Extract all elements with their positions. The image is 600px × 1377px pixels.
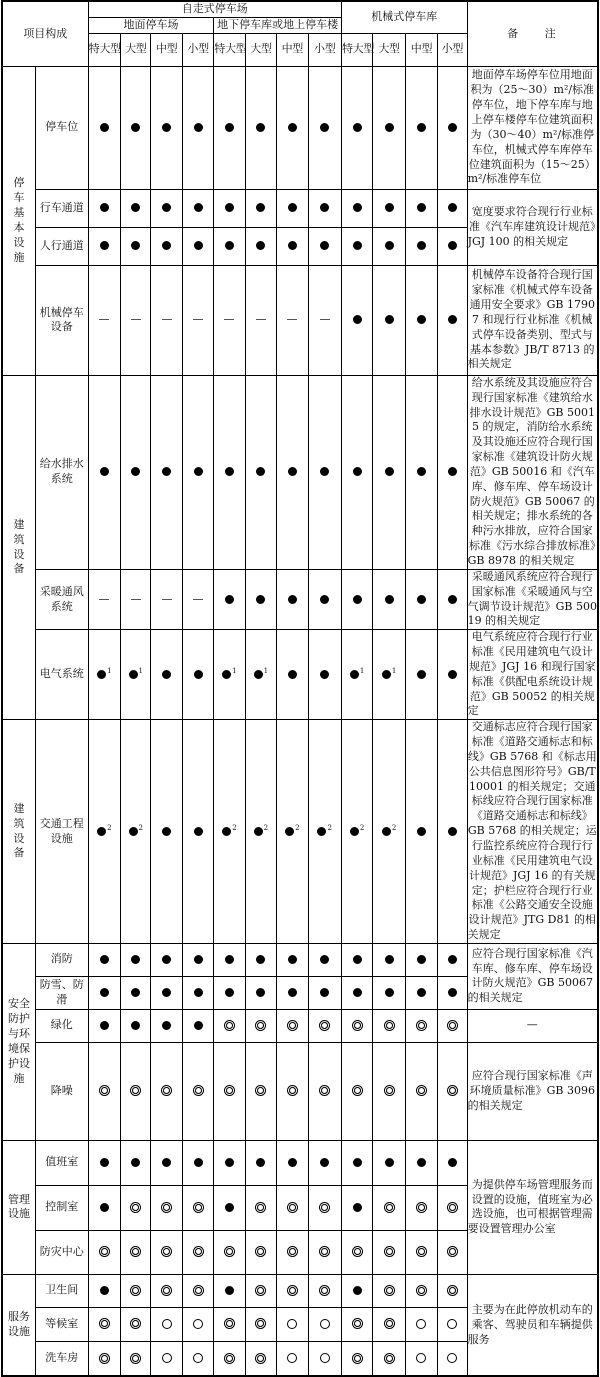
mechanical-garage-header: 机械式停车库 (341, 1, 467, 33)
size-header: 中型 (405, 33, 437, 66)
ground-parking-header: 地面停车场 (88, 17, 214, 33)
required-dot-icon (182, 66, 213, 189)
item-label: 电气系统 (35, 630, 88, 720)
required-dot-icon (245, 943, 276, 976)
not-applicable-dash-icon (121, 569, 151, 629)
optional-ring-icon (438, 1230, 467, 1274)
required-dot-icon (121, 375, 151, 569)
size-header: 特大型 (214, 33, 245, 66)
optional-ring-icon (405, 1009, 437, 1042)
required-dot-icon (341, 1140, 372, 1185)
not-applicable-dash-icon (245, 265, 276, 375)
required-dot-icon (405, 189, 437, 227)
required-dot-icon (373, 943, 405, 976)
optional-ring-icon (277, 1042, 308, 1140)
required-dot-icon (182, 720, 213, 944)
required-dot-icon (405, 375, 437, 569)
required-dot-icon (341, 189, 372, 227)
required-dot-icon (182, 1009, 213, 1042)
required-dot-icon (182, 227, 213, 265)
size-header: 中型 (151, 33, 182, 66)
required-dot-icon (214, 66, 245, 189)
required-dot-icon (308, 943, 341, 976)
table-row (2, 630, 598, 720)
table-row (2, 1140, 598, 1185)
required-dot-icon: 2 (373, 720, 405, 944)
optional-ring-icon (151, 1274, 182, 1307)
optional-ring-icon (214, 1042, 245, 1140)
optional-ring-icon (182, 1185, 213, 1230)
required-dot-icon (405, 720, 437, 944)
optional-ring-icon (121, 1274, 151, 1307)
required-dot-icon (373, 265, 405, 375)
not-applicable-dash-icon (214, 265, 245, 375)
optional-ring-icon (121, 1307, 151, 1341)
required-dot-icon (182, 943, 213, 976)
optional-ring-icon (405, 1230, 437, 1274)
required-dot-icon (373, 375, 405, 569)
required-dot-icon (277, 375, 308, 569)
optional-ring-icon (245, 1230, 276, 1274)
not-required-circle-icon (277, 1341, 308, 1376)
required-dot-icon (277, 189, 308, 227)
optional-ring-icon (277, 1009, 308, 1042)
required-dot-icon (151, 720, 182, 944)
item-label: 防灾中心 (35, 1230, 88, 1274)
not-applicable-dash-icon (151, 265, 182, 375)
item-label: 降噪 (35, 1042, 88, 1140)
optional-ring-icon (151, 1230, 182, 1274)
item-label: 值班室 (35, 1140, 88, 1185)
optional-ring-icon (182, 1274, 213, 1307)
required-dot-icon (245, 189, 276, 227)
item-label: 控制室 (35, 1185, 88, 1230)
not-applicable-dash-icon (88, 569, 120, 629)
not-required-circle-icon (308, 1307, 341, 1341)
required-dot-icon (121, 976, 151, 1009)
item-label: 消防 (35, 943, 88, 976)
item-label: 洗车房 (35, 1341, 88, 1376)
required-dot-icon (88, 375, 120, 569)
item-label: 卫生间 (35, 1274, 88, 1307)
optional-ring-icon (308, 1042, 341, 1140)
optional-ring-icon (214, 1341, 245, 1376)
optional-ring-icon (245, 1274, 276, 1307)
item-label: 交通工程设施 (35, 720, 88, 944)
required-dot-icon (151, 943, 182, 976)
remark-note: 机械停车设备符合现行国家标准《机械式停车设备通用安全要求》GB 17907 和现行行业标准《机械式停车设备类别、型式与基本参数》JB/T 8713 的相关规定 (467, 265, 598, 375)
remarks-header: 备 注 (467, 1, 598, 66)
required-dot-icon: 2 (308, 720, 341, 944)
remark-note: 交通标志应符合现行国家标准《道路交通标志和标线》GB 5768 和《标志用公共信息图形符号》GB/T 10001 的相关规定；交通标线应符合现行国家标准《道路交通标志和标线》GB 5768 的相关规定；运行监控系统应符合现行行业标准《民用建筑电气设计规范》JGJ 16 的有关规定；护栏应符合现行行业标准《公路交通安全设施设计规范》JTG D81 的相关规定 (467, 720, 598, 944)
required-dot-icon (88, 976, 120, 1009)
optional-ring-icon (245, 1042, 276, 1140)
not-applicable-dash-icon (182, 569, 213, 629)
required-dot-icon (151, 976, 182, 1009)
required-dot-icon (151, 630, 182, 720)
required-dot-icon (121, 943, 151, 976)
required-dot-icon (341, 943, 372, 976)
standards-table-page (1, 0, 599, 1377)
required-dot-icon (88, 189, 120, 227)
size-header: 小型 (438, 33, 467, 66)
table-row (2, 943, 598, 976)
size-header: 大型 (373, 33, 405, 66)
required-dot-icon (182, 976, 213, 1009)
group-label-text: 建筑设备 (13, 801, 25, 860)
required-dot-icon (438, 1140, 467, 1185)
table-row (2, 189, 598, 227)
item-label: 采暖通风系统 (35, 569, 88, 629)
required-dot-icon (373, 189, 405, 227)
required-dot-icon (277, 66, 308, 189)
required-dot-icon (151, 1140, 182, 1185)
optional-ring-icon (341, 1341, 372, 1376)
optional-ring-icon (277, 1230, 308, 1274)
required-dot-icon: 2 (214, 720, 245, 944)
remark-note: 宽度要求符合现行行业标准《汽车库建筑设计规范》JGJ 100 的相关规定 (467, 189, 598, 265)
remark-note: 主要为在此停放机动车的乘客、驾驶员和车辆提供服务 (467, 1274, 598, 1376)
optional-ring-icon (373, 1274, 405, 1307)
optional-ring-icon (88, 1042, 120, 1140)
required-dot-icon (214, 1140, 245, 1185)
optional-ring-icon (121, 1230, 151, 1274)
optional-ring-icon (438, 1274, 467, 1307)
required-dot-icon (341, 1274, 372, 1307)
required-dot-icon: 1 (373, 630, 405, 720)
optional-ring-icon (151, 1185, 182, 1230)
not-required-circle-icon (151, 1307, 182, 1341)
not-applicable-dash-icon (121, 265, 151, 375)
required-dot-icon (121, 1140, 151, 1185)
group-label (2, 720, 35, 944)
not-required-circle-icon (277, 1307, 308, 1341)
required-dot-icon (245, 976, 276, 1009)
not-applicable-dash-icon (182, 265, 213, 375)
required-dot-icon: 1 (121, 630, 151, 720)
required-dot-icon (245, 227, 276, 265)
optional-ring-icon (245, 1307, 276, 1341)
required-dot-icon (438, 720, 467, 944)
required-dot-icon (405, 1140, 437, 1185)
not-required-circle-icon (308, 1341, 341, 1376)
item-label: 机械停车设备 (35, 265, 88, 375)
required-dot-icon (373, 569, 405, 629)
required-dot-icon (405, 265, 437, 375)
optional-ring-icon (373, 1307, 405, 1341)
required-dot-icon: 2 (277, 720, 308, 944)
required-dot-icon (245, 569, 276, 629)
optional-ring-icon (405, 1274, 437, 1307)
required-dot-icon (373, 976, 405, 1009)
remark-note: 为提供停车场管理服务而设置的设施，值班室为必选设施，也可根据管理需要设置管理办公室 (467, 1140, 598, 1274)
not-required-circle-icon (438, 1307, 467, 1341)
optional-ring-icon (88, 1307, 120, 1341)
optional-ring-icon (245, 1341, 276, 1376)
group-label (2, 1140, 35, 1274)
required-dot-icon (405, 227, 437, 265)
size-header: 特大型 (341, 33, 372, 66)
optional-ring-icon (245, 1009, 276, 1042)
size-header: 小型 (308, 33, 341, 66)
not-applicable-dash-icon (88, 265, 120, 375)
required-dot-icon (277, 976, 308, 1009)
size-header: 中型 (277, 33, 308, 66)
required-dot-icon (151, 66, 182, 189)
optional-ring-icon (341, 1230, 372, 1274)
required-dot-icon (438, 265, 467, 375)
item-label: 人行通道 (35, 227, 88, 265)
required-dot-icon (438, 630, 467, 720)
required-dot-icon (438, 189, 467, 227)
required-dot-icon (88, 943, 120, 976)
underground-parking-header: 地下停车库或地上停车楼 (214, 17, 342, 33)
remark-note: 给水系统及其设施应符合现行国家标准《建筑给水排水设计规范》GB 50015 的规定，消防给水系统及其设施还应符合现行国家标准《建筑设计防火规范》GB 50016 和《汽车库、修车库、停车场设计防火规范》GB 50067 的相关规定；排水系统的各种污水排放，应符合国家标准《污水综合排放标准》GB 8978 的相关规定 (467, 375, 598, 569)
size-header: 大型 (121, 33, 151, 66)
optional-ring-icon (373, 1230, 405, 1274)
required-dot-icon (214, 1185, 245, 1230)
item-label: 防雪、防滑 (35, 976, 88, 1009)
required-dot-icon (277, 569, 308, 629)
optional-ring-icon (341, 1042, 372, 1140)
required-dot-icon (373, 66, 405, 189)
group-label-text: 安全防护与环境保护设施 (7, 997, 30, 1085)
size-header: 特大型 (88, 33, 120, 66)
optional-ring-icon (373, 1341, 405, 1376)
required-dot-icon (438, 976, 467, 1009)
required-dot-icon (121, 189, 151, 227)
required-dot-icon (341, 569, 372, 629)
optional-ring-icon (182, 1230, 213, 1274)
parking-facility-table (1, 0, 599, 1377)
required-dot-icon (438, 227, 467, 265)
optional-ring-icon (308, 1230, 341, 1274)
required-dot-icon (277, 630, 308, 720)
table-row (2, 569, 598, 629)
required-dot-icon (438, 375, 467, 569)
optional-ring-icon (341, 1009, 372, 1042)
required-dot-icon (245, 375, 276, 569)
remark-note: 电气系统应符合现行行业标准《民用建筑电气设计规范》JGJ 16 和现行国家标准《供配电系统设计规范》GB 50052 的相关规定 (467, 630, 598, 720)
optional-ring-icon (121, 1341, 151, 1376)
table-row (2, 1042, 598, 1140)
required-dot-icon (151, 1009, 182, 1042)
group-label (2, 943, 35, 1140)
not-applicable-dash-icon (308, 265, 341, 375)
required-dot-icon (214, 569, 245, 629)
required-dot-icon (341, 265, 372, 375)
required-dot-icon (88, 1140, 120, 1185)
optional-ring-icon (245, 1185, 276, 1230)
required-dot-icon: 1 (88, 630, 120, 720)
project-header: 项目构成 (2, 1, 88, 66)
table-body (2, 66, 598, 1376)
required-dot-icon: 1 (214, 630, 245, 720)
table-row (2, 375, 598, 569)
optional-ring-icon (151, 1042, 182, 1140)
required-dot-icon (88, 1274, 120, 1307)
required-dot-icon (405, 943, 437, 976)
group-label-text: 建筑设备 (13, 517, 25, 576)
optional-ring-icon (405, 1042, 437, 1140)
table-row (2, 1274, 598, 1307)
optional-ring-icon (214, 1230, 245, 1274)
required-dot-icon (245, 66, 276, 189)
required-dot-icon (121, 1009, 151, 1042)
group-label (2, 1274, 35, 1376)
required-dot-icon (277, 227, 308, 265)
required-dot-icon (308, 189, 341, 227)
required-dot-icon (88, 66, 120, 189)
not-required-circle-icon (405, 1341, 437, 1376)
required-dot-icon (308, 976, 341, 1009)
required-dot-icon (308, 1140, 341, 1185)
not-required-circle-icon (438, 1341, 467, 1376)
required-dot-icon (341, 976, 372, 1009)
optional-ring-icon (182, 1042, 213, 1140)
required-dot-icon: 1 (245, 630, 276, 720)
required-dot-icon (182, 1140, 213, 1185)
required-dot-icon (308, 66, 341, 189)
required-dot-icon (245, 1140, 276, 1185)
optional-ring-icon (438, 1185, 467, 1230)
required-dot-icon (308, 227, 341, 265)
optional-ring-icon (373, 1042, 405, 1140)
item-label: 给水排水系统 (35, 375, 88, 569)
required-dot-icon (405, 569, 437, 629)
not-required-circle-icon (405, 1307, 437, 1341)
required-dot-icon: 2 (121, 720, 151, 944)
required-dot-icon (373, 1140, 405, 1185)
optional-ring-icon (438, 1009, 467, 1042)
required-dot-icon (182, 375, 213, 569)
required-dot-icon (151, 227, 182, 265)
optional-ring-icon (214, 1307, 245, 1341)
not-required-circle-icon (182, 1307, 213, 1341)
not-required-circle-icon (151, 1341, 182, 1376)
item-label: 行车通道 (35, 189, 88, 227)
required-dot-icon (341, 375, 372, 569)
optional-ring-icon (277, 1185, 308, 1230)
optional-ring-icon (308, 1185, 341, 1230)
required-dot-icon (341, 66, 372, 189)
item-label: 绿化 (35, 1009, 88, 1042)
required-dot-icon (88, 1185, 120, 1230)
required-dot-icon (88, 1009, 120, 1042)
remark-note: 地面停车场停车位用地面积为（25～30）m²/标准停车位，地下停车库与地上停车楼停车位建筑面积为（30～40）m²/标准停车位，机械式停车库停车位建筑面积为（15～25）m²/标准停车位 (467, 66, 598, 189)
group-label (2, 66, 35, 375)
required-dot-icon (214, 976, 245, 1009)
required-dot-icon (438, 943, 467, 976)
required-dot-icon (308, 569, 341, 629)
size-header: 大型 (245, 33, 276, 66)
group-label-text: 服务设施 (7, 1310, 30, 1339)
required-dot-icon (88, 227, 120, 265)
required-dot-icon (151, 189, 182, 227)
required-dot-icon (277, 943, 308, 976)
required-dot-icon (214, 375, 245, 569)
remark-note: 应符合现行国家标准《汽车库、修车库、停车场设计防火规范》GB 50067 的相关规定 (467, 943, 598, 1009)
required-dot-icon (121, 66, 151, 189)
required-dot-icon (214, 189, 245, 227)
optional-ring-icon (214, 1009, 245, 1042)
required-dot-icon (405, 66, 437, 189)
required-dot-icon (121, 227, 151, 265)
size-header: 小型 (182, 33, 213, 66)
not-applicable-dash-icon (151, 569, 182, 629)
table-row (2, 265, 598, 375)
item-label: 等候室 (35, 1307, 88, 1341)
remark-note: 采暖通风系统应符合现行国家标准《采暖通风与空气调节设计规范》GB 50019 的相关规定 (467, 569, 598, 629)
optional-ring-icon (308, 1274, 341, 1307)
required-dot-icon (308, 375, 341, 569)
group-label (2, 375, 35, 719)
remark-note: 应符合现行国家标准《声环境质量标准》GB 3096 的相关规定 (467, 1042, 598, 1140)
required-dot-icon (405, 976, 437, 1009)
required-dot-icon: 1 (341, 630, 372, 720)
optional-ring-icon (88, 1230, 120, 1274)
optional-ring-icon (438, 1042, 467, 1140)
optional-ring-icon (373, 1185, 405, 1230)
required-dot-icon (182, 630, 213, 720)
table-row (2, 66, 598, 189)
table-row (2, 720, 598, 944)
optional-ring-icon (121, 1185, 151, 1230)
optional-ring-icon (373, 1009, 405, 1042)
optional-ring-icon (341, 1307, 372, 1341)
required-dot-icon: 2 (341, 720, 372, 944)
optional-ring-icon (121, 1042, 151, 1140)
required-dot-icon: 2 (88, 720, 120, 944)
required-dot-icon (214, 227, 245, 265)
table-row (2, 1009, 598, 1042)
required-dot-icon (308, 630, 341, 720)
not-required-circle-icon (182, 1341, 213, 1376)
required-dot-icon (341, 1185, 372, 1230)
required-dot-icon: 2 (245, 720, 276, 944)
required-dot-icon (182, 189, 213, 227)
required-dot-icon (277, 1140, 308, 1185)
optional-ring-icon (88, 1341, 120, 1376)
group-label-text: 停车基本设施 (13, 176, 25, 264)
required-dot-icon (373, 227, 405, 265)
optional-ring-icon (308, 1009, 341, 1042)
required-dot-icon (214, 943, 245, 976)
required-dot-icon (341, 227, 372, 265)
optional-ring-icon (277, 1274, 308, 1307)
header-row-1 (2, 1, 598, 17)
required-dot-icon (151, 375, 182, 569)
required-dot-icon (405, 630, 437, 720)
self-parking-header: 自走式停车场 (88, 1, 341, 17)
optional-ring-icon (405, 1185, 437, 1230)
required-dot-icon (214, 1274, 245, 1307)
required-dot-icon (438, 569, 467, 629)
required-dot-icon (438, 66, 467, 189)
remark-note: — (467, 1009, 598, 1042)
item-label: 停车位 (35, 66, 88, 189)
group-label-text: 管理设施 (7, 1192, 30, 1221)
not-applicable-dash-icon (277, 265, 308, 375)
